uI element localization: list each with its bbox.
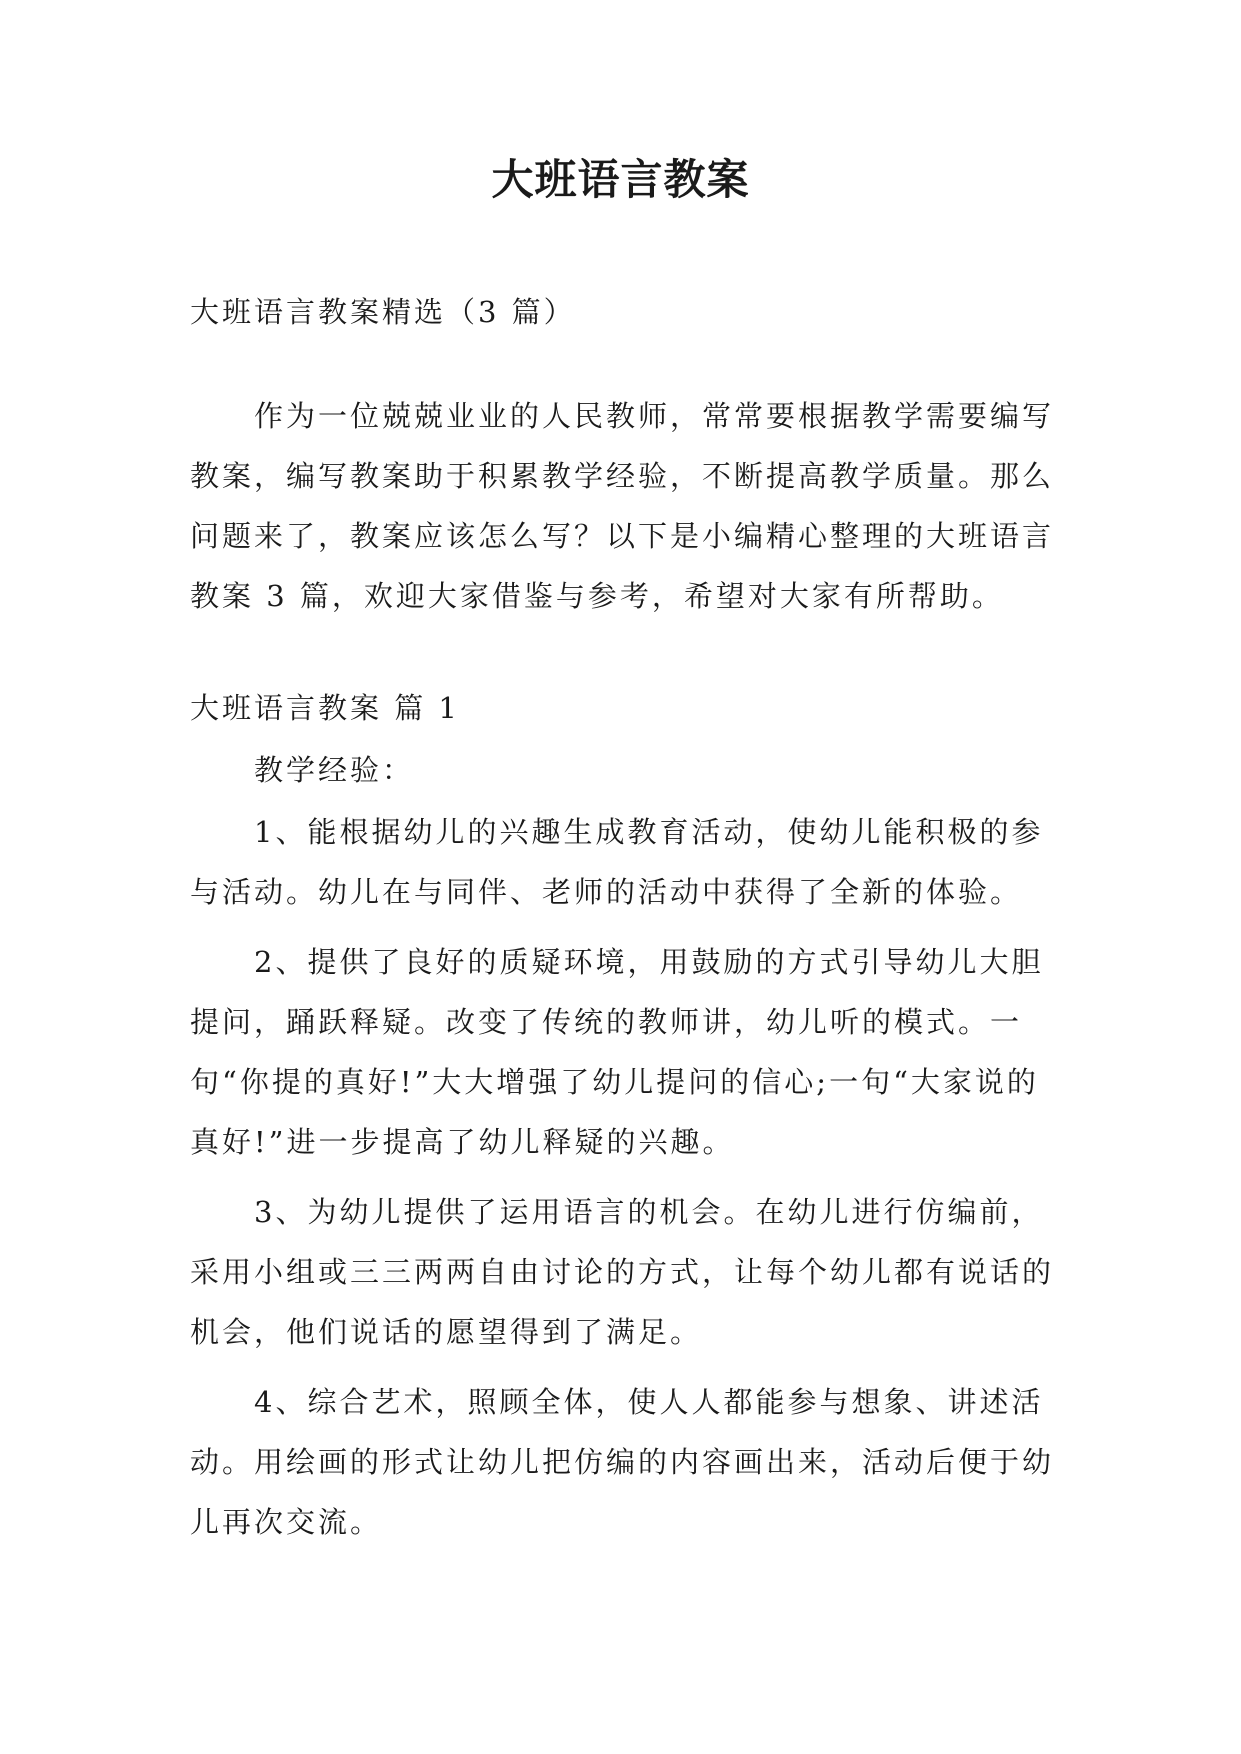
experience-item-3: 3、为幼儿提供了运用语言的机会。在幼儿进行仿编前，采用小组或三三两两自由讨论的方式，让每个幼儿都有说话的机会，他们说话的愿望得到了满足。 <box>190 1195 1055 1349</box>
experience-item-2: 2、提供了良好的质疑环境，用鼓励的方式引导幼儿大胆提问，踊跃释疑。改变了传统的教师讲，幼儿听的模式。一句“你提的真好!”大大增强了幼儿提问的信心;一句“大家说的真好!”进一步提高了幼儿释疑的兴趣。 <box>190 945 1044 1159</box>
section-heading: 大班语言教案 篇 1 <box>190 691 460 725</box>
experience-item-4: 4、综合艺术，照顾全体，使人人都能参与想象、讲述活动。用绘画的形式让幼儿把仿编的内容画出来，活动后便于幼儿再次交流。 <box>190 1385 1055 1539</box>
teaching-experience-label: 教学经验： <box>254 753 415 787</box>
experience-item-1: 1、能根据幼儿的兴趣生成教育活动，使幼儿能积极的参与活动。幼儿在与同伴、老师的活动中获得了全新的体验。 <box>190 815 1044 909</box>
intro-paragraph: 作为一位兢兢业业的人民教师，常常要根据教学需要编写教案，编写教案助于积累教学经验，不断提高教学质量。那么问题来了，教案应该怎么写？以下是小编精心整理的大班语言教案 3 篇，欢迎大家借鉴与参考，希望对大家有所帮助。 <box>190 399 1055 613</box>
document-body <box>190 290 1070 1552</box>
document-title: 大班语言教案 <box>491 155 750 204</box>
document-subtitle: 大班语言教案精选（3 篇） <box>190 295 576 329</box>
